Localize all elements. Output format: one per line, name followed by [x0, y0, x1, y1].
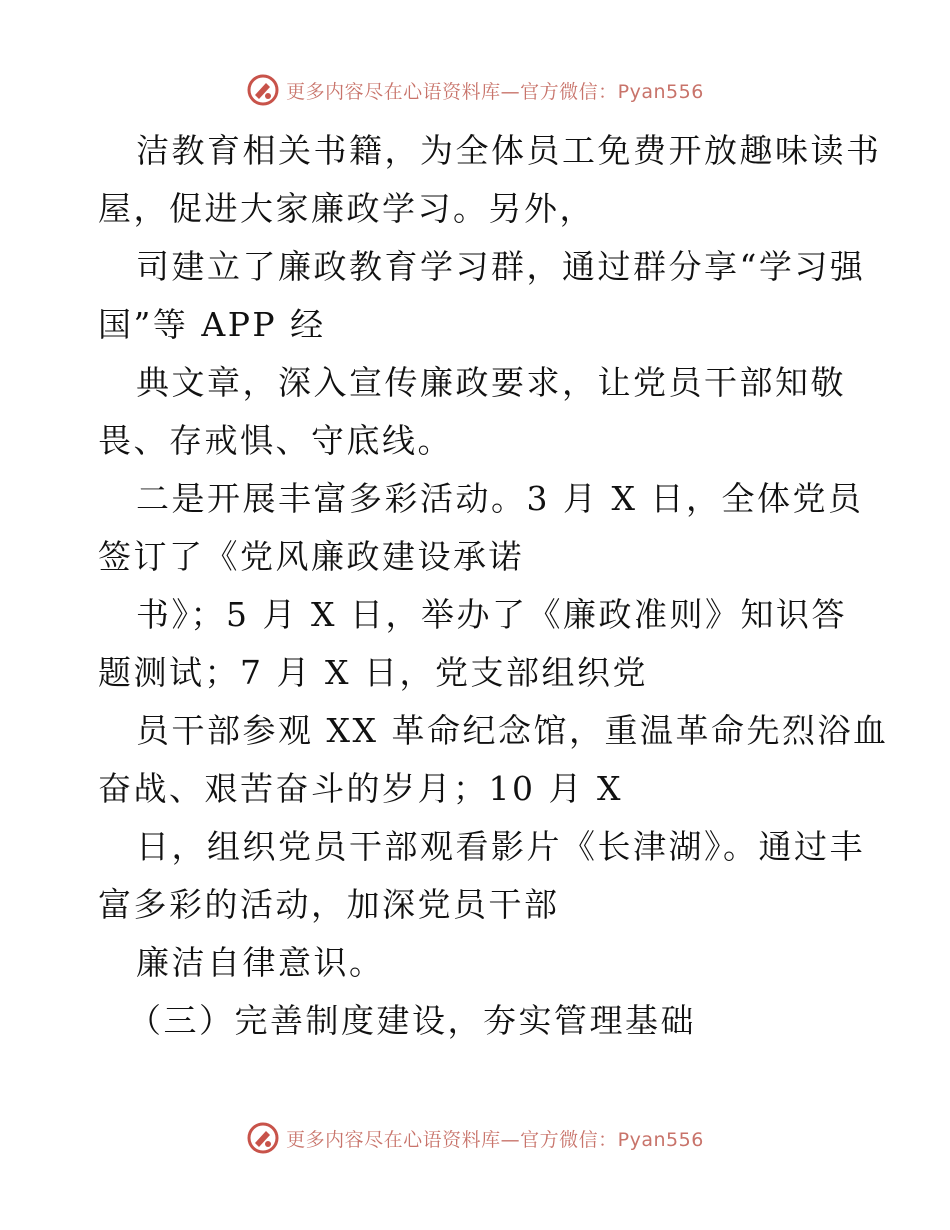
document-body	[98, 122, 889, 1050]
footer-watermark	[0, 1118, 950, 1158]
text-line: 题测试；7 月 X 日，党支部组织党	[98, 653, 648, 692]
section-heading: （三）完善制度建设，夯实管理基础	[128, 1001, 696, 1040]
text-line: 员干部参观 XX 革命纪念馆，重温革命先烈浴血	[136, 711, 889, 750]
text-line: 畏、存戒惧、守底线。	[98, 421, 453, 460]
brand-logo-icon	[246, 1121, 280, 1155]
header-watermark	[0, 70, 950, 110]
text-line: 屋，促进大家廉政学习。另外，	[98, 189, 595, 228]
watermark-text: 更多内容尽在心语资料库—官方微信：Pyan556	[286, 1128, 704, 1151]
brand-logo-icon	[246, 73, 280, 107]
text-line: 廉洁自律意识。	[136, 943, 385, 982]
text-line: 洁教育相关书籍，为全体员工免费开放趣味读书	[136, 131, 882, 170]
text-line: 奋战、艰苦奋斗的岁月；10 月 X	[98, 769, 623, 808]
text-line: 司建立了廉政教育学习群，通过群分享“学习强	[136, 247, 866, 286]
text-line: 书》；5 月 X 日，举办了《廉政准则》知识答	[136, 595, 847, 634]
text-line: 典文章，深入宣传廉政要求，让党员干部知敬	[136, 363, 846, 402]
watermark-text: 更多内容尽在心语资料库—官方微信：Pyan556	[286, 80, 704, 103]
text-line: 国”等 APP 经	[98, 305, 326, 344]
text-line: 二是开展丰富多彩活动。3 月 X 日，全体党员	[136, 479, 864, 518]
text-line: 富多彩的活动，加深党员干部	[98, 885, 560, 924]
text-line: 签订了《党风廉政建设承诺	[98, 537, 524, 576]
text-line: 日，组织党员干部观看影片《长津湖》。通过丰	[136, 827, 865, 866]
